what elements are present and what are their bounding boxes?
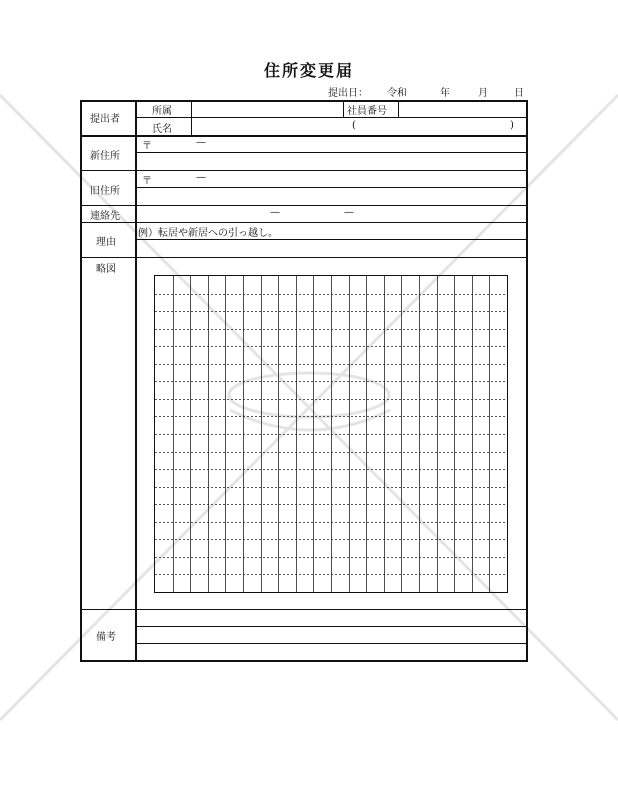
map-grid bbox=[154, 275, 508, 593]
contact-dash-2: — bbox=[344, 207, 354, 218]
remarks-label: 備考 bbox=[96, 632, 116, 643]
map-label: 略図 bbox=[96, 264, 116, 275]
submission-date-label: 提出日： bbox=[328, 88, 368, 99]
department-label: 所属 bbox=[152, 106, 172, 117]
rule-new-address-mid bbox=[137, 152, 526, 153]
era-label: 令和 bbox=[387, 88, 407, 99]
reason-example: 例）転居や新居への引っ越し。 bbox=[138, 228, 278, 239]
reason-label: 理由 bbox=[96, 237, 116, 248]
month-label: 月 bbox=[478, 88, 488, 99]
contact-dash-1: — bbox=[270, 207, 280, 218]
employee-no-label: 社員番号 bbox=[347, 106, 387, 117]
new-postal-dash: — bbox=[196, 137, 206, 148]
old-postal-dash: — bbox=[196, 172, 206, 183]
name-paren-close: ) bbox=[510, 120, 514, 131]
name-label: 氏名 bbox=[152, 124, 172, 135]
day-label: 日 bbox=[514, 88, 524, 99]
rule-old-address-mid bbox=[137, 187, 526, 188]
new-address-label: 新住所 bbox=[90, 151, 120, 162]
employee-no-right-divider bbox=[398, 100, 399, 117]
submitter-label: 提出者 bbox=[90, 114, 120, 125]
employee-no-left-divider bbox=[343, 100, 344, 117]
rule-after-contact bbox=[80, 222, 526, 223]
new-postal-mark: 〒 bbox=[142, 141, 152, 152]
document-title: 住所変更届 bbox=[263, 61, 354, 80]
rule-reason-mid bbox=[137, 239, 526, 240]
label-column-divider bbox=[135, 100, 137, 662]
rule-after-new-address bbox=[80, 170, 526, 171]
rule-after-map bbox=[80, 609, 526, 610]
old-postal-mark: 〒 bbox=[142, 176, 152, 187]
submission-date-line bbox=[0, 84, 618, 98]
map-grid-lines bbox=[155, 276, 507, 592]
rule-after-reason bbox=[80, 257, 526, 258]
year-label: 年 bbox=[440, 88, 450, 99]
address-change-form bbox=[80, 100, 528, 662]
rule-remarks-2 bbox=[137, 643, 526, 644]
name-paren-open: ( bbox=[352, 120, 356, 131]
contact-label: 連絡先 bbox=[90, 211, 120, 222]
rule-after-old-address bbox=[80, 205, 526, 206]
old-address-label: 旧住所 bbox=[90, 186, 120, 197]
rule-remarks-1 bbox=[137, 626, 526, 627]
rule-submitter-mid bbox=[137, 117, 526, 118]
